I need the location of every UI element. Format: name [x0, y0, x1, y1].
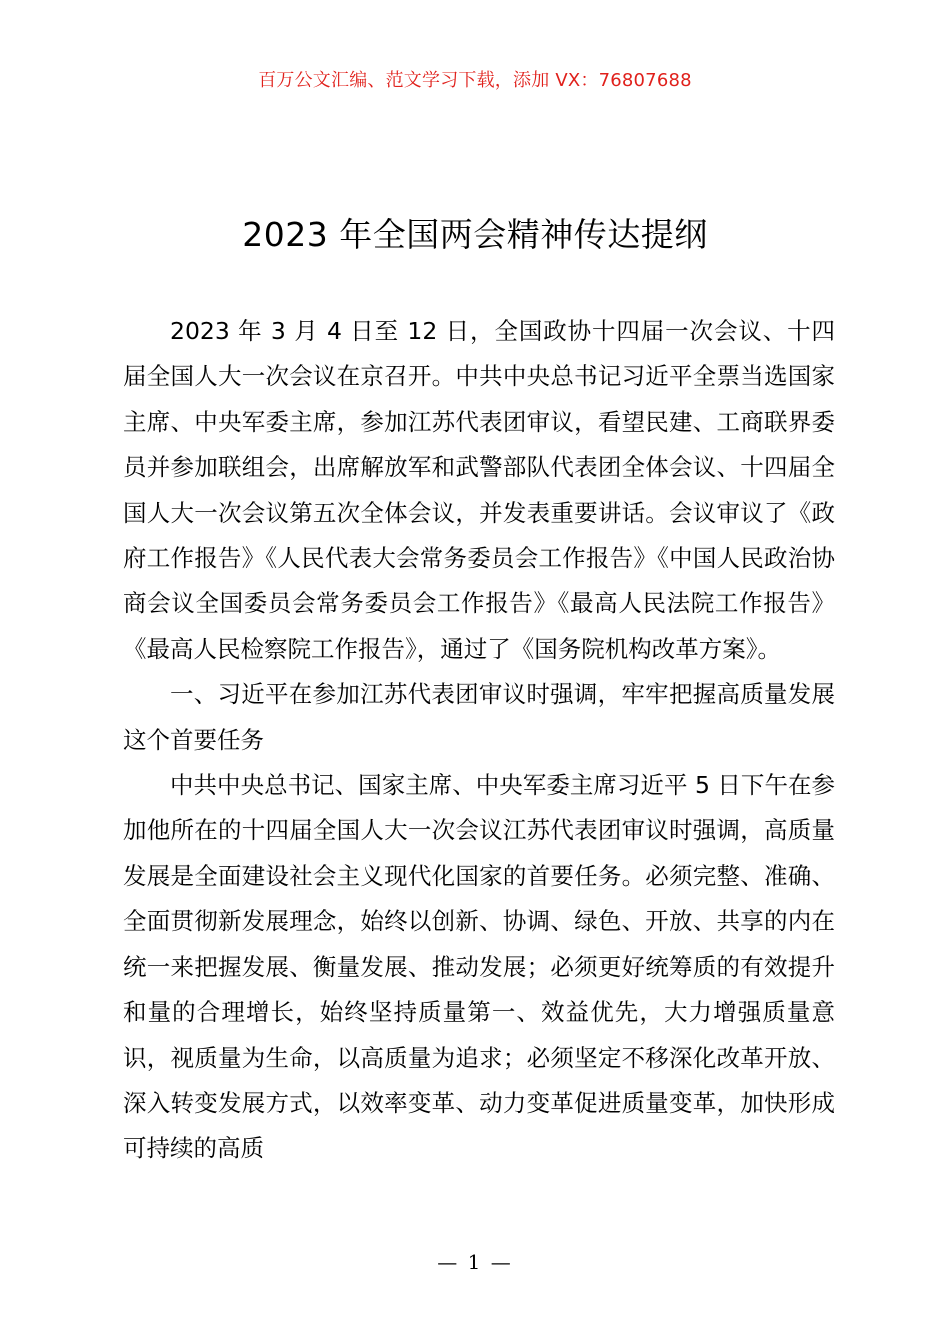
page-number: — 1 — [437, 1250, 513, 1274]
document-title: 2023 年全国两会精神传达提纲 [242, 215, 708, 254]
paragraph-section-body: 中共中央总书记、国家主席、中央军委主席习近平 5 日下午在参加他所在的十四届全国人大一次会议江苏代表团审议时强调，高质量发展是全面建设社会主义现代化国家的首要任务。必须完整、准确、全面贯彻新发展理念，始终以创新、协调、绿色、开放、共享的内在统一来把握发展、衡量发展、推动发展；必须更好统筹质的有效提升和量的合理增长，始终坚持质量第一、效益优先，大力增强质量意识，视质量为生命，以高质量为追求；必须坚定不移深化改革开放、深入转变发展方式，以效率变革、动力变革促进质量变革，加快形成可持续的高质 [123, 771, 835, 1163]
document-body [123, 309, 835, 1172]
paragraph-section-heading: 一、习近平在参加江苏代表团审议时强调，牢牢把握高质量发展这个首要任务 [123, 680, 835, 754]
paragraph-intro: 2023 年 3 月 4 日至 12 日，全国政协十四届一次会议、十四届全国人大一次会议在京召开。中共中央总书记习近平全票当选国家主席、中央军委主席，参加江苏代表团审议，看望民建、工商联界委员并参加联组会，出席解放军和武警部队代表团全体会议、十四届全国人大一次会议第五次全体会议，并发表重要讲话。会议审议了《政府工作报告》《人民代表大会常务委员会工作报告》《中国人民政治协商会议全国委员会常务委员会工作报告》《最高人民法院工作报告》《最高人民检察院工作报告》，通过了《国务院机构改革方案》。 [123, 317, 835, 663]
header-note: 百万公文汇编、范文学习下载，添加 VX：76807688 [258, 70, 692, 91]
